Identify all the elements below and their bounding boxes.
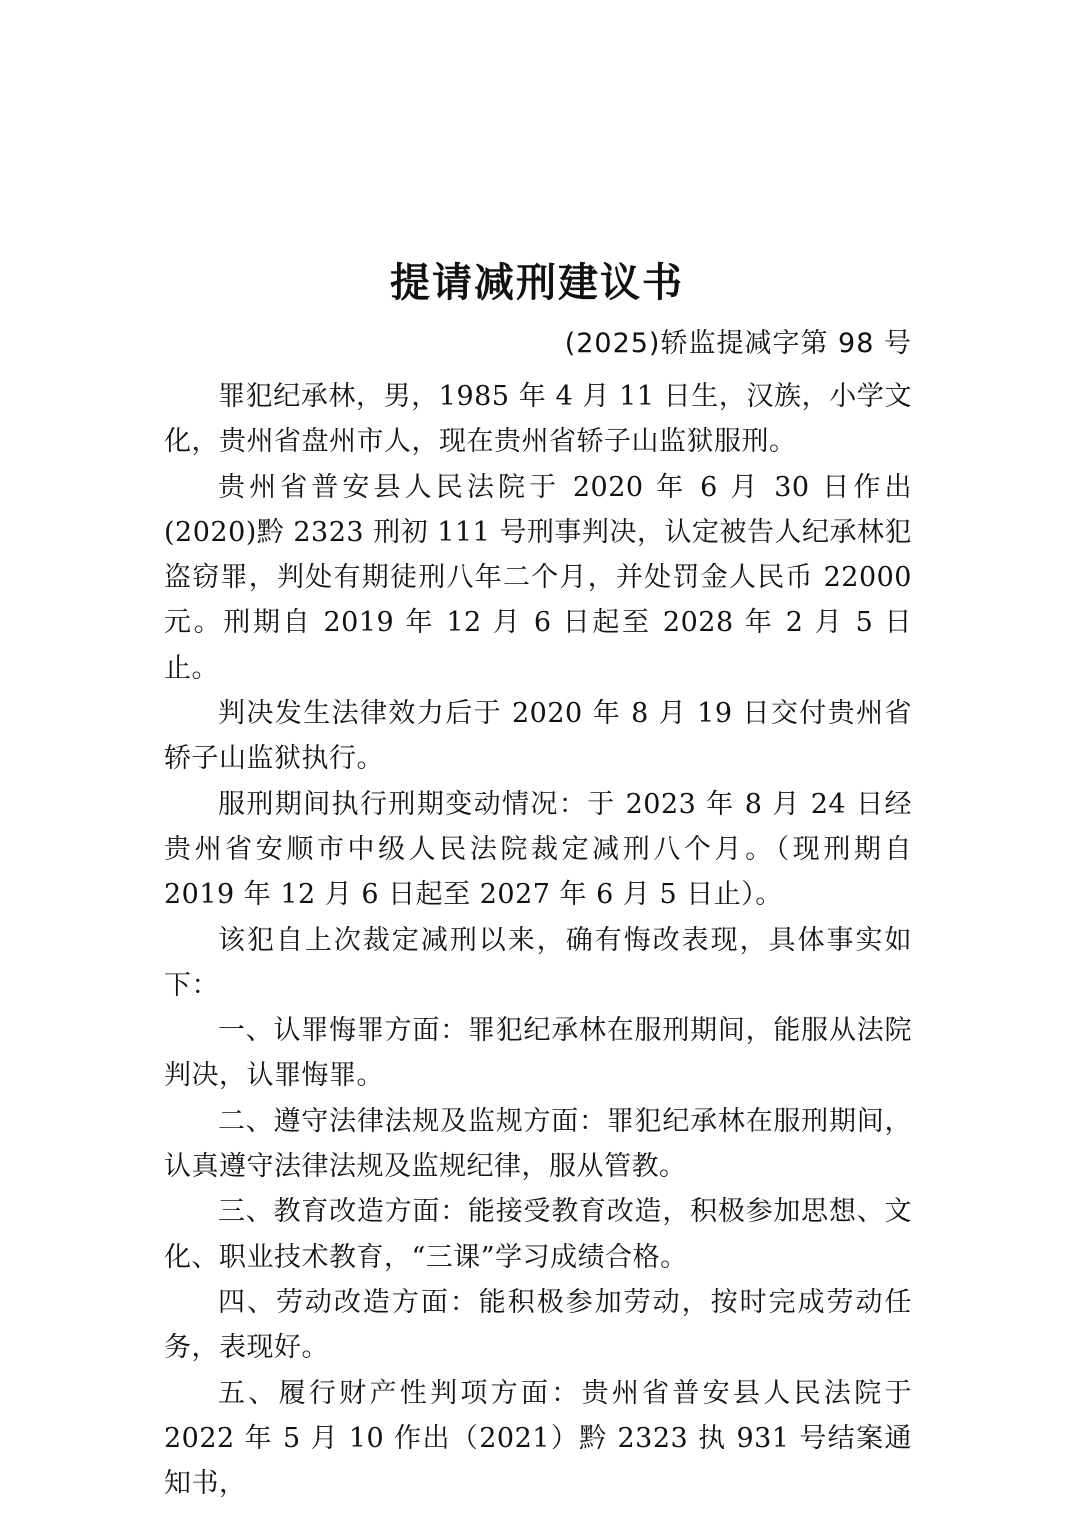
- paragraph-item-4-labor: 四、劳动改造方面：能积极参加劳动，按时完成劳动任务，表现好。: [164, 1286, 912, 1364]
- paragraph-repentance-intro: 该犯自上次裁定减刑以来，确有悔改表现，具体事实如下：: [164, 924, 912, 1001]
- paragraph-sentence-changes: 服刑期间执行刑期变动情况：于 2023 年 8 月 24 日经贵州省安顺市中级人民法院裁定减刑八个月。（现刑期自 2019 年 12 月 6 日起至 2027 年 6 月 5 日止）。: [164, 788, 912, 911]
- paragraph-item-5-property: 五、履行财产性判项方面：贵州省普安县人民法院于 2022 年 5 月 10 作出（2021）黔 2323 执 931 号结案通知书，: [164, 1377, 912, 1500]
- document-body: [164, 374, 912, 1506]
- document-title: 提请减刑建议书: [390, 259, 684, 306]
- paragraph-execution-transfer: 判决发生法律效力后于 2020 年 8 月 19 日交付贵州省轿子山监狱执行。: [164, 698, 912, 775]
- paragraph-item-2-compliance: 二、遵守法律法规及监规方面：罪犯纪承林在服刑期间，认真遵守法律法规及监规纪律，服从管教。: [164, 1105, 912, 1183]
- paragraph-criminal-info: 罪犯纪承林，男，1985 年 4 月 11 日生，汉族，小学文化，贵州省盘州市人，现在贵州省轿子山监狱服刑。: [164, 381, 912, 458]
- paragraph-item-1-guilt: 一、认罪悔罪方面：罪犯纪承林在服刑期间，能服从法院判决，认罪悔罪。: [164, 1015, 912, 1092]
- paragraph-item-3-education: 三、教育改造方面：能接受教育改造，积极参加思想、文化、职业技术教育，“三课”学习成绩合格。: [164, 1196, 912, 1273]
- document-number: (2025)轿监提减字第 98 号: [564, 328, 912, 359]
- paragraph-original-judgment: 贵州省普安县人民法院于 2020 年 6 月 30 日作出(2020)黔 2323 刑初 111 号刑事判决，认定被告人纪承林犯盗窃罪，判处有期徒刑八年二个月，并处罚金人民币 22000 元。刑期自 2019 年 12 月 6 日起至 2028 年 2 月 5 日止。: [164, 471, 912, 684]
